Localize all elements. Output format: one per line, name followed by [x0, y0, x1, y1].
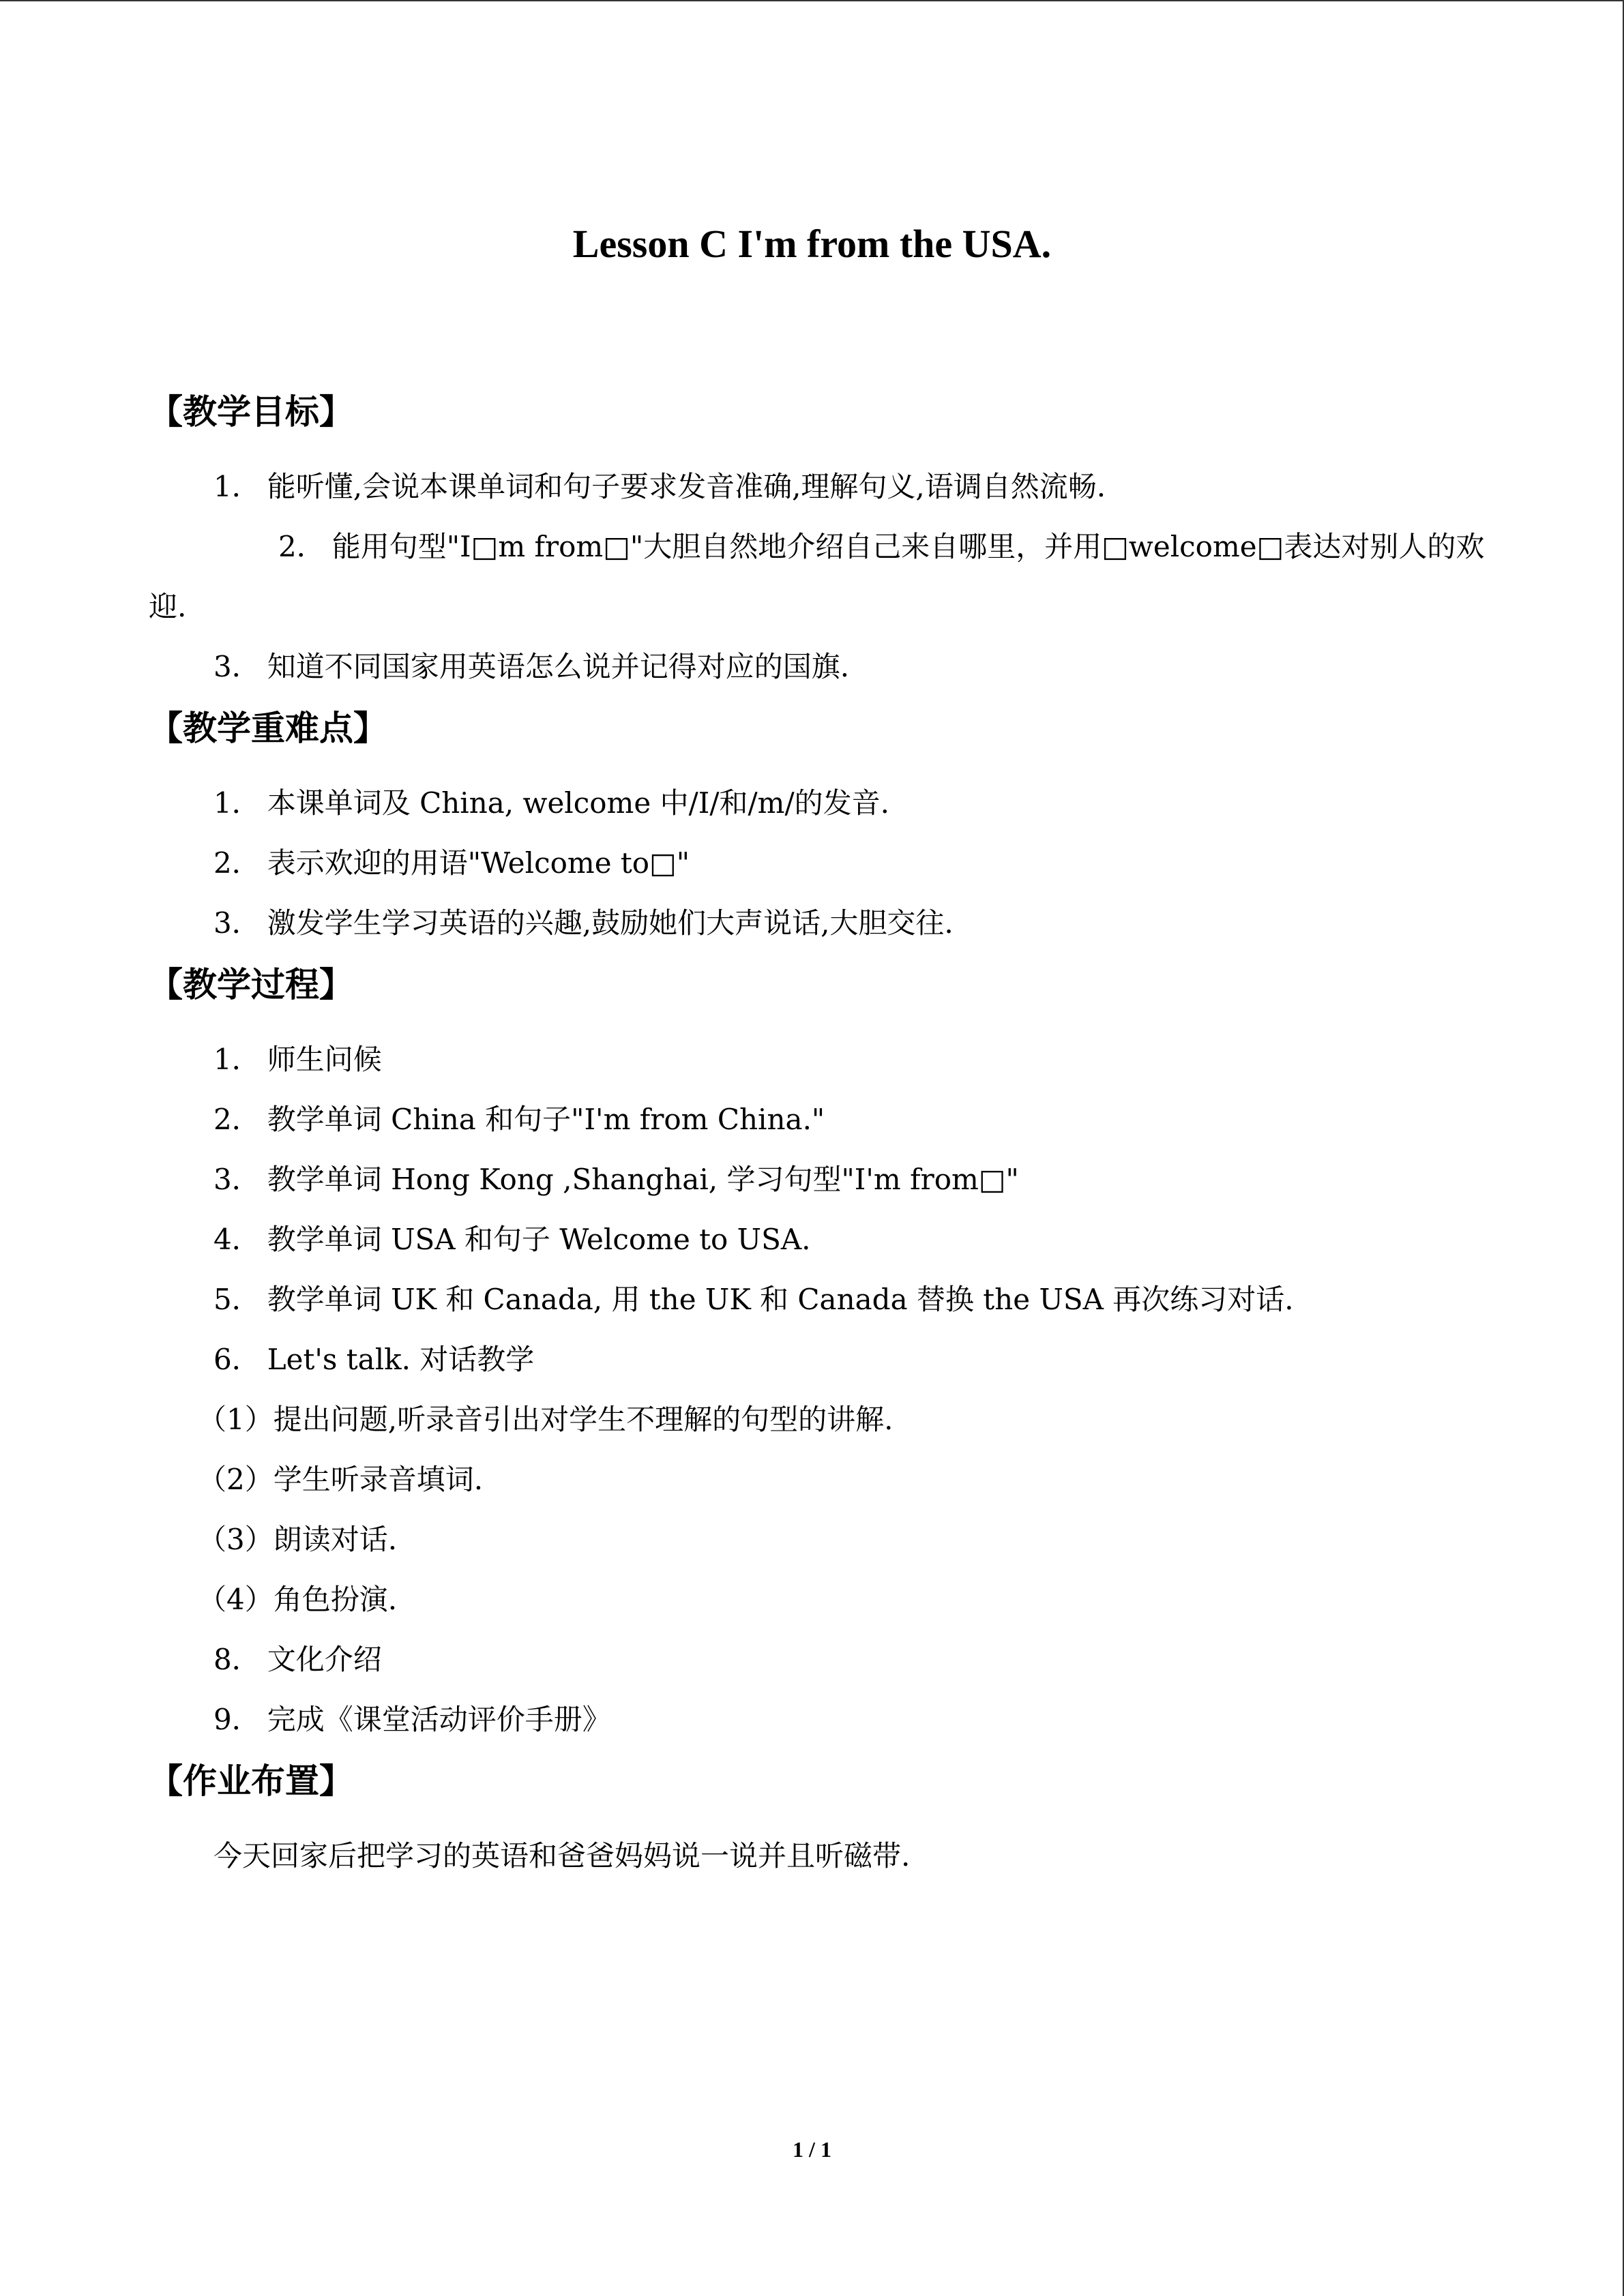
- page-number: 1 / 1: [793, 2137, 831, 2162]
- section-homework-list: [149, 1826, 1486, 1886]
- item-number: （3）: [198, 1523, 274, 1556]
- list-item: [149, 1630, 1486, 1690]
- section-heading-homework: 【作业布置】: [149, 1761, 353, 1801]
- item-number: 1．: [213, 786, 261, 820]
- list-item: [149, 1210, 1486, 1270]
- section-heading-key-points: 【教学重难点】: [149, 709, 387, 748]
- item-text: 教学单词 China 和句子"I'm from China.": [267, 1103, 825, 1136]
- item-text: 知道不同国家用英语怎么说并记得对应的国旗.: [267, 650, 850, 683]
- page-border-top: [0, 0, 1624, 1]
- list-item: [149, 637, 1486, 697]
- item-text: 完成《课堂活动评价手册》: [267, 1703, 611, 1736]
- item-number: 4．: [213, 1223, 261, 1256]
- list-item: [149, 833, 1486, 893]
- item-number: 3．: [213, 906, 261, 940]
- item-number: 2．: [213, 1103, 261, 1136]
- item-number: 1．: [213, 1043, 261, 1076]
- item-text: 学生听录音填词.: [273, 1463, 484, 1496]
- item-number: 6．: [213, 1343, 261, 1376]
- item-text: 朗读对话.: [273, 1523, 398, 1556]
- section-process-list: [149, 1030, 1486, 1750]
- list-item: [149, 1690, 1486, 1750]
- item-number: （2）: [198, 1463, 274, 1496]
- item-text: 教学单词 UK 和 Canada, 用 the UK 和 Canada 替换 the USA 再次练习对话.: [267, 1283, 1294, 1316]
- section-objectives-list: [149, 457, 1486, 697]
- item-number: 8．: [213, 1643, 261, 1676]
- item-text: 文化介绍: [267, 1643, 382, 1676]
- list-item: [149, 1330, 1486, 1390]
- item-text: 教学单词 Hong Kong ,Shanghai, 学习句型"I'm from□": [267, 1163, 1019, 1196]
- list-item: [149, 1826, 1486, 1886]
- list-item: [149, 1450, 1486, 1510]
- item-text: 本课单词及 China, welcome 中/I/和/m/的发音.: [267, 786, 889, 820]
- list-item: [149, 893, 1486, 953]
- item-text: 教学单词 USA 和句子 Welcome to USA.: [267, 1223, 811, 1256]
- item-number: 2．: [213, 846, 261, 880]
- item-number: 3．: [213, 1163, 261, 1196]
- item-number: （4）: [198, 1583, 274, 1616]
- list-item: [149, 1090, 1486, 1150]
- list-item: [149, 1390, 1486, 1450]
- list-item: [149, 1030, 1486, 1090]
- item-number: 2．: [278, 530, 325, 563]
- list-item: [149, 457, 1486, 517]
- item-text: 角色扮演.: [273, 1583, 398, 1616]
- item-number: 5．: [213, 1283, 261, 1316]
- item-text: 提出问题,听录音引出对学生不理解的句型的讲解.: [273, 1403, 894, 1436]
- item-text: 能听懂,会说本课单词和句子要求发音准确,理解句义,语调自然流畅.: [267, 470, 1106, 503]
- item-number: 9．: [213, 1703, 261, 1736]
- item-number: 1．: [213, 470, 261, 503]
- section-heading-objectives: 【教学目标】: [149, 392, 353, 432]
- item-text: 能用句型"I□m from□"大胆自然地介绍自己来自哪里，并用□welcome□表达对别人的欢迎.: [149, 530, 1485, 623]
- list-item: [149, 1570, 1486, 1630]
- item-number: （1）: [198, 1403, 274, 1436]
- section-key-points-list: [149, 773, 1486, 953]
- list-item: [149, 1510, 1486, 1570]
- list-item: [149, 1150, 1486, 1210]
- item-text: Let's talk. 对话教学: [267, 1343, 535, 1376]
- item-number: 3．: [213, 650, 261, 683]
- item-text: 师生问候: [267, 1043, 382, 1076]
- list-item: [149, 517, 1486, 637]
- item-text: 激发学生学习英语的兴趣,鼓励她们大声说话,大胆交往.: [267, 906, 954, 940]
- list-item: [149, 773, 1486, 833]
- list-item: [149, 1270, 1486, 1330]
- page-title: Lesson C I'm from the USA.: [572, 222, 1052, 266]
- section-heading-process: 【教学过程】: [149, 965, 353, 1004]
- item-text: 表示欢迎的用语"Welcome to□": [267, 846, 690, 880]
- document-body: [149, 382, 1486, 1888]
- item-text: 今天回家后把学习的英语和爸爸妈妈说一说并且听磁带.: [213, 1839, 911, 1873]
